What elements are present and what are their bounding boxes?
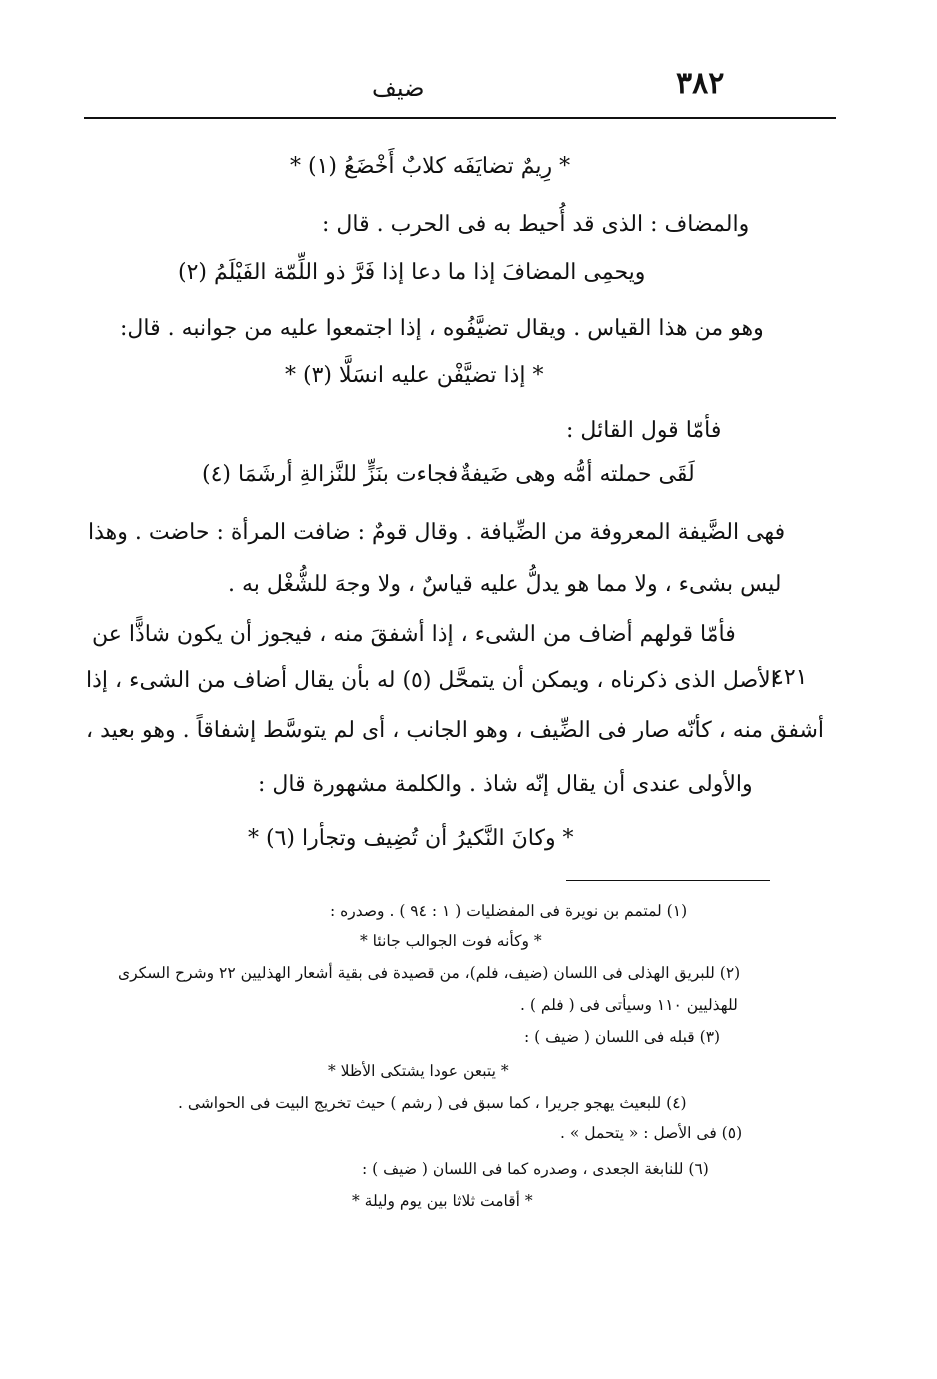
text-line-13: والأولى عندى أن يقال إنّه شاذ . والكلمة مشهورة قال : [258, 772, 753, 797]
footnote-2: (٢) للبريق الهذلى فى اللسان (ضيف، فلم)، من قصيدة فى بقية أشعار الهذليين ٢٢ وشرح السكرى [118, 964, 741, 982]
verse-line-14: * وكانَ النَّكيرُ أن تُضِيف وتجأرا (٦) * [248, 826, 574, 851]
text-line-11: الأصل الذى ذكرناه ، ويمكن أن يتمحَّل (٥) له بأن يقال أضاف من الشىء ، إذا [86, 668, 777, 693]
footnote-6-verse: * أقامت ثلاثا بين يوم وليلة * [352, 1192, 533, 1210]
text-line-6: فأمّا قول القائل : [566, 418, 722, 443]
footnote-separator [566, 880, 770, 881]
page-number: ٣٨٢ [676, 66, 725, 101]
verse-line-5: * إذا تضيَّفْن عليه انسَلَّا (٣) * [285, 363, 544, 388]
footnote-1: (١) لمتمم بن نويرة فى المفضليات ( ١ : ٩٤ ) . وصدره : [330, 902, 688, 920]
footnote-6: (٦) للنابغة الجعدى ، وصدره كما فى اللسان ( ضيف ) : [362, 1160, 709, 1178]
footnote-3: (٣) قبله فى اللسان ( ضيف ) : [524, 1028, 721, 1046]
verse-line-7-first-hemistich: لَقَى حملته أمُّه وهى ضَيفةٌ [460, 462, 695, 487]
footnote-4: (٤) للبعيث يهجو جريرا ، كما سبق فى ( رشم ) حيث تخريج البيت فى الحواشى . [178, 1094, 687, 1112]
verse-line-3: ويحمِى المضافَ إذا ما دعا إذا فَرَّ ذو اللِّمّة الفَيْلَمُ (٢) [178, 260, 646, 285]
text-line-9: ليس بشىء ، ولا مما هو يدلُّ عليه قياسٌ ، ولا وجهَ للشُّغْل به . [228, 572, 782, 597]
footnote-5: (٥) فى الأصل : « يتحمل » . [560, 1124, 743, 1142]
running-head-root-word: ضيف [372, 74, 425, 102]
verse-line-1: * رِيمٌ تضايَفَه كلابٌ أَخْضَعُ (١) * [290, 154, 571, 179]
text-line-2: والمضاف : الذى قد أُحيط به فى الحرب . قال : [322, 212, 750, 237]
text-line-12: أشفق منه ، كأنّه صار فى الضِّيف ، وهو الجانب ، أى لم يتوسَّط إشفاقاً . وهو بعيد ، [86, 718, 825, 743]
footnote-2-cont: للهذليين ١١٠ وسيأتى فى ( فلم ) . [520, 996, 738, 1014]
margin-page-reference: ٤٢١ [772, 665, 808, 690]
text-line-10: فأمّا قولهم أضاف من الشىء ، إذا أشفقَ منه ، فيجوز أن يكون شاذًّا عن [92, 622, 736, 647]
footnote-1-verse: * وكأنه فوت الجوالب جانئا * [360, 932, 542, 950]
footnote-3-verse: * يتبعن عودا يشتكى الأظلا * [328, 1062, 509, 1080]
header-rule [84, 117, 836, 119]
text-line-8: فهى الضَّيفة المعروفة من الضِّيافة . وقال قومٌ : ضافت المرأة : حاضت . وهذا [88, 520, 786, 545]
text-line-4: وهو من هذا القياس . ويقال تضيَّفُوه ، إذا اجتمعوا عليه من جوانبه . قال: [120, 316, 764, 341]
verse-line-7-second-hemistich: فجاءت بنَزٍّ للنَّزالةِ أرشَمَا (٤) [202, 462, 459, 487]
